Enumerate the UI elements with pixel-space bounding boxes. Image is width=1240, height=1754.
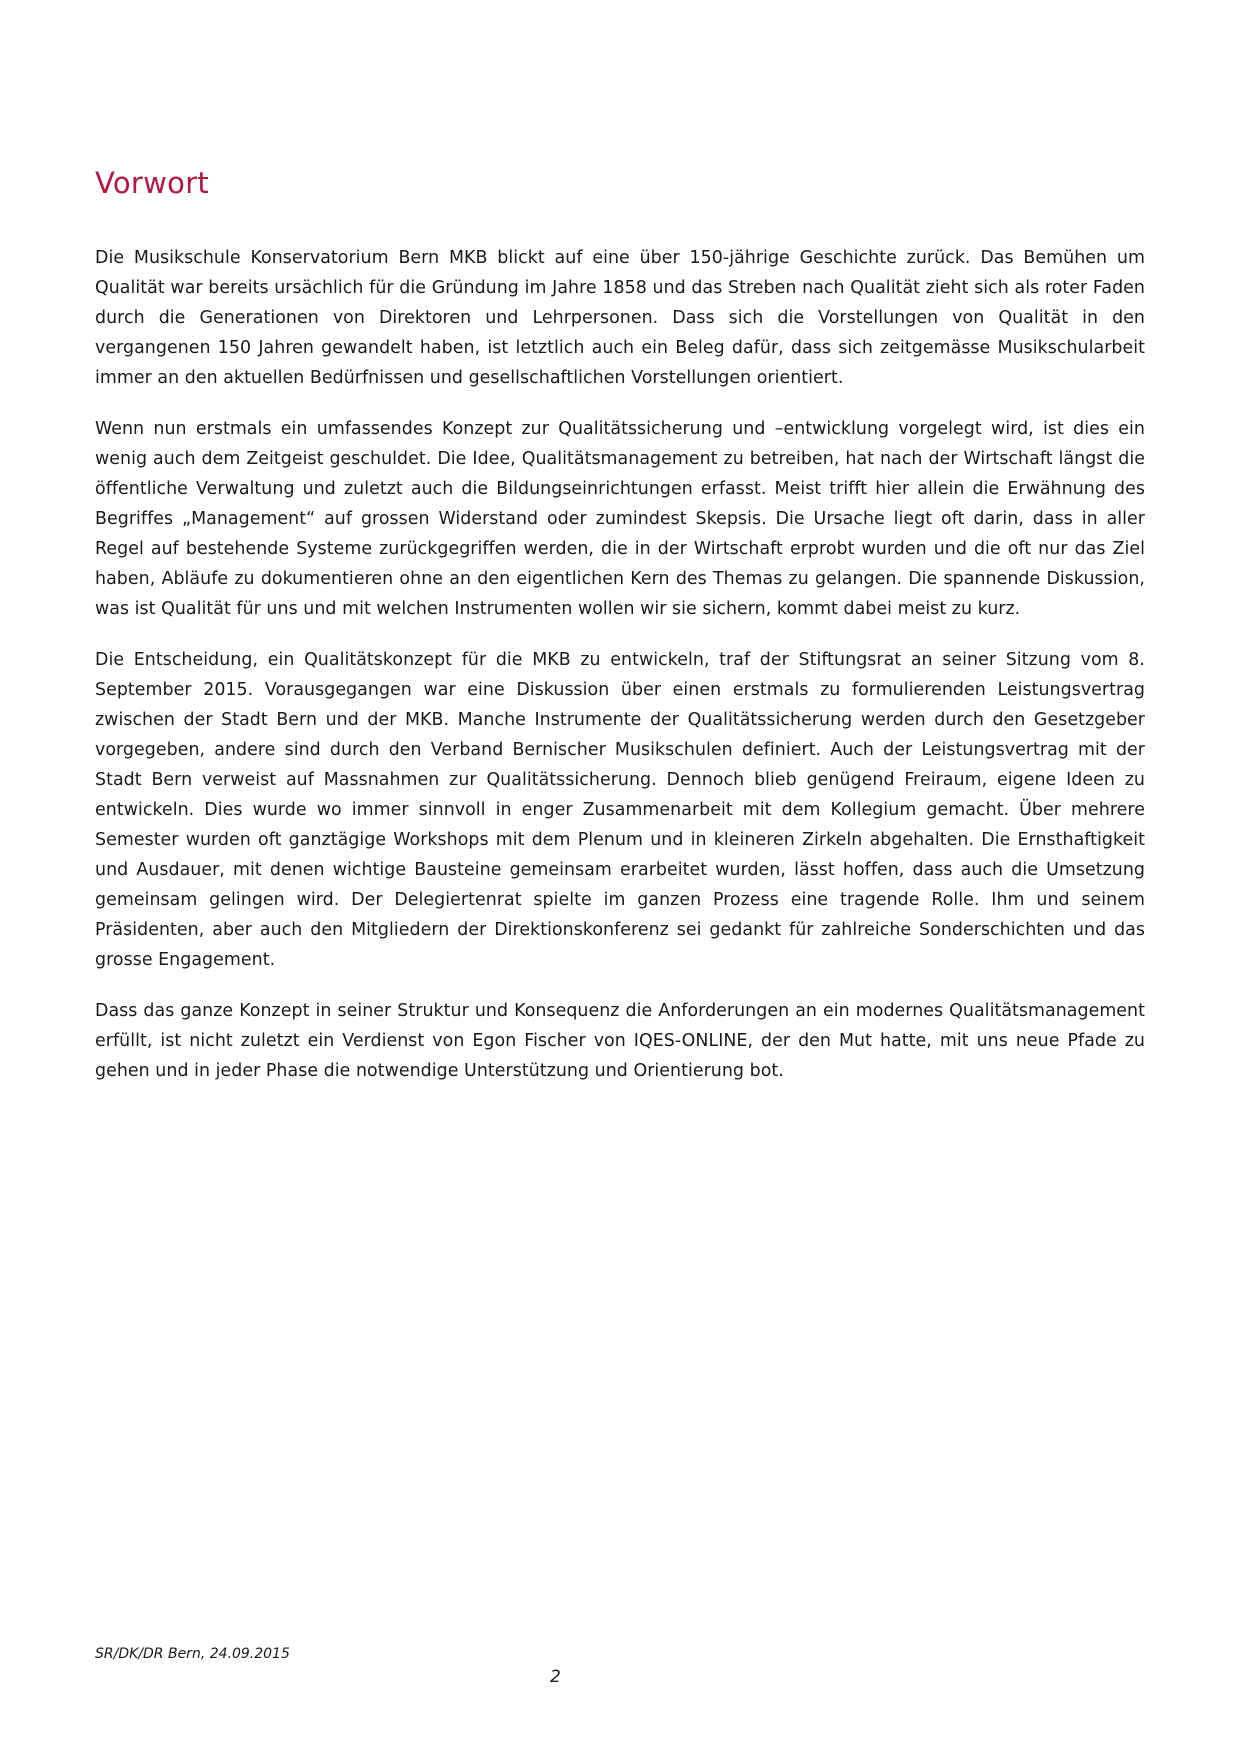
page-title: Vorwort [95,166,210,200]
paragraph-2: Wenn nun erstmals ein umfassendes Konzept zur Qualitätssicherung und –entwicklung vorgelegt wird, ist dies ein wenig auch dem Zeitgeist geschuldet. Die Idee, Qualitätsmanagement zu betreiben, hat nach der Wirtschaft längst die öffentliche Verwaltung und zuletzt auch die Bildungseinrichtungen erfasst. Meist trifft hier allein die Erwähnung des Begriffes „Management“ auf grossen Widerstand oder zumindest Skepsis. Die Ursache liegt oft darin, dass in aller Regel auf bestehende Systeme zurückgegriffen werden, die in der Wirtschaft erprobt wurden und die oft nur das Ziel haben, Abläufe zu dokumentieren ohne an den eigentlichen Kern des Themas zu gelangen. Die spannende Diskussion, was ist Qualität für uns und mit welchen Instrumenten wollen wir sie sichern, kommt dabei meist zu kurz. [95,419,1145,619]
page-number: 2 [550,1667,561,1687]
body-text [95,243,1145,1107]
footer-author-date: SR/DK/DR Bern, 24.09.2015 [95,1646,290,1662]
paragraph-1: Die Musikschule Konservatorium Bern MKB blickt auf eine über 150-jährige Geschichte zurück. Das Bemühen um Qualität war bereits ursächlich für die Gründung im Jahre 1858 und das Streben nach Qualität zieht sich als roter Faden durch die Generationen von Direktoren und Lehrpersonen. Dass sich die Vorstellungen von Qualität in den vergangenen 150 Jahren gewandelt haben, ist letztlich auch ein Beleg dafür, dass sich zeitgemässe Musikschularbeit immer an den aktuellen Bedürfnissen und gesellschaftlichen Vorstellungen orientiert. [95,248,1145,388]
paragraph-3: Die Entscheidung, ein Qualitätskonzept für die MKB zu entwickeln, traf der Stiftungsrat an seiner Sitzung vom 8. September 2015. Vorausgegangen war eine Diskussion über einen erstmals zu formulierenden Leistungsvertrag zwischen der Stadt Bern und der MKB. Manche Instrumente der Qualitätssicherung werden durch den Gesetzgeber vorgegeben, andere sind durch den Verband Bernischer Musikschulen definiert. Auch der Leistungsvertrag mit der Stadt Bern verweist auf Massnahmen zur Qualitätssicherung. Dennoch blieb genügend Freiraum, eigene Ideen zu entwickeln. Dies wurde wo immer sinnvoll in enger Zusammenarbeit mit dem Kollegium gemacht. Über mehrere Semester wurden oft ganztägige Workshops mit dem Plenum und in kleineren Zirkeln abgehalten. Die Ernsthaftigkeit und Ausdauer, mit denen wichtige Bausteine gemeinsam erarbeitet wurden, lässt hoffen, dass auch die Umsetzung gemeinsam gelingen wird. Der Delegiertenrat spielte im ganzen Prozess eine tragende Rolle. Ihm und seinem Präsidenten, aber auch den Mitgliedern der Direktionskonferenz sei gedankt für zahlreiche Sonderschichten und das grosse Engagement. [95,650,1145,970]
paragraph-4: Dass das ganze Konzept in seiner Struktur und Konsequenz die Anforderungen an ein modernes Qualitätsmanagement erfüllt, ist nicht zuletzt ein Verdienst von Egon Fischer von IQES-ONLINE, der den Mut hatte, mit uns neue Pfade zu gehen und in jeder Phase die notwendige Unterstützung und Orientierung bot. [95,1001,1145,1081]
